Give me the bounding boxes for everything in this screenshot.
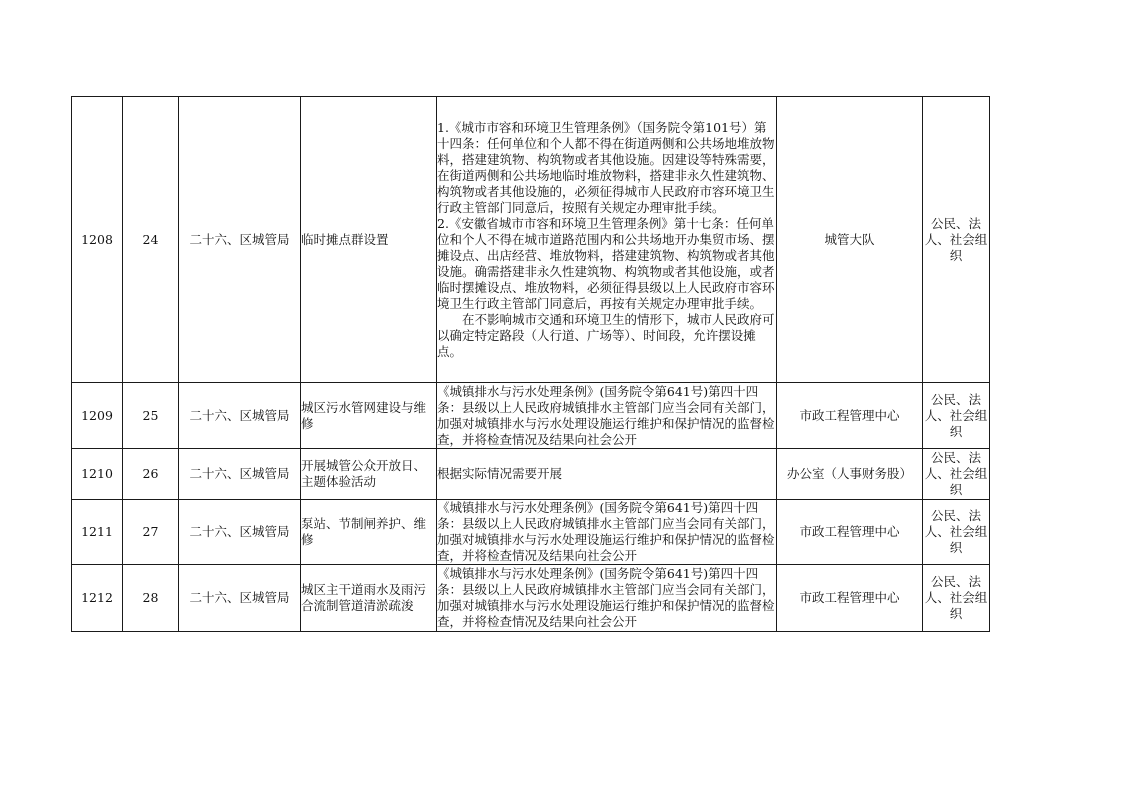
row-item-name-cell: 临时摊点群设置 [301, 97, 437, 383]
legal-basis-paragraph: 根据实际情况需要开展 [437, 466, 563, 481]
row-id-cell: 1210 [72, 449, 123, 500]
row-id-cell: 1212 [72, 565, 123, 632]
row-id-cell: 1208 [72, 97, 123, 383]
row-dept-cell: 二十六、区城管局 [179, 449, 301, 500]
row-target-cell: 公民、法人、社会组织 [923, 449, 990, 500]
row-seq-cell: 26 [123, 449, 179, 500]
table-row [72, 383, 990, 449]
row-seq-cell: 24 [123, 97, 179, 383]
row-dept-cell: 二十六、区城管局 [179, 97, 301, 383]
row-legal-basis-cell [437, 383, 777, 449]
legal-basis-paragraph: 《城镇排水与污水处理条例》(国务院令第641号)第四十四条：县级以上人民政府城镇排水主管部门应当会同有关部门，加强对城镇排水与污水处理设施运行维护和保护情况的监督检查，并将检查情况及结果向社会公开 [437, 566, 775, 629]
row-target-cell: 公民、法人、社会组织 [923, 383, 990, 449]
legal-basis-paragraph: 在不影响城市交通和环境卫生的情形下，城市人民政府可以确定特定路段（人行道、广场等）、时间段，允许摆设摊点。 [437, 311, 775, 359]
legal-basis-paragraph: 《城镇排水与污水处理条例》(国务院令第641号)第四十四条：县级以上人民政府城镇排水主管部门应当会同有关部门，加强对城镇排水与污水处理设施运行维护和保护情况的监督检查，并将检查情况及结果向社会公开 [437, 500, 775, 563]
row-unit-cell: 市政工程管理中心 [777, 565, 923, 632]
row-unit-cell: 城管大队 [777, 97, 923, 383]
legal-basis-paragraph: 《城镇排水与污水处理条例》(国务院令第641号)第四十四条：县级以上人民政府城镇排水主管部门应当会同有关部门，加强对城镇排水与污水处理设施运行维护和保护情况的监督检查，并将检查情况及结果向社会公开 [437, 383, 775, 447]
row-item-name-cell: 城区污水管网建设与维修 [301, 383, 437, 449]
row-item-name-cell: 开展城管公众开放日、主题体验活动 [301, 449, 437, 500]
row-item-name-cell: 城区主干道雨水及雨污合流制管道清淤疏浚 [301, 565, 437, 632]
service-items-table [71, 96, 990, 632]
row-legal-basis-cell [437, 97, 777, 383]
table-row [72, 449, 990, 500]
row-dept-cell: 二十六、区城管局 [179, 500, 301, 565]
row-target-cell: 公民、法人、社会组织 [923, 565, 990, 632]
legal-basis-paragraph: 2.《安徽省城市市容和环境卫生管理条例》第十七条：任何单位和个人不得在城市道路范围内和公共场地开办集贸市场、摆摊设点、出店经营、堆放物料，搭建建筑物、构筑物或者其他设施。确需搭建非永久性建筑物、构筑物或者其他设施，或者临时摆摊设点、堆放物料，必须征得县级以上人民政府市容环境卫生行政主管部门同意后，再按有关规定办理审批手续。 [437, 215, 775, 311]
table-row [72, 97, 990, 383]
row-target-cell: 公民、法人、社会组织 [923, 500, 990, 565]
table-row [72, 565, 990, 632]
row-unit-cell: 办公室（人事财务股） [777, 449, 923, 500]
row-unit-cell: 市政工程管理中心 [777, 383, 923, 449]
row-dept-cell: 二十六、区城管局 [179, 383, 301, 449]
row-unit-cell: 市政工程管理中心 [777, 500, 923, 565]
row-item-name-cell: 泵站、节制闸养护、维修 [301, 500, 437, 565]
row-seq-cell: 27 [123, 500, 179, 565]
legal-basis-paragraph: 1.《城市市容和环境卫生管理条例》（国务院令第101号）第十四条：任何单位和个人都不得在街道两侧和公共场地堆放物料，搭建建筑物、构筑物或者其他设施。因建设等特殊需要，在街道两侧和公共场地临时堆放物料，搭建非永久性建筑物、构筑物或者其他设施的，必须征得城市人民政府市容环境卫生行政主管部门同意后，按照有关规定办理审批手续。 [437, 119, 775, 215]
row-legal-basis-cell [437, 449, 777, 500]
table-row [72, 500, 990, 565]
row-dept-cell: 二十六、区城管局 [179, 565, 301, 632]
table-body [72, 97, 990, 632]
row-target-cell: 公民、法人、社会组织 [923, 97, 990, 383]
row-seq-cell: 25 [123, 383, 179, 449]
row-id-cell: 1209 [72, 383, 123, 449]
row-seq-cell: 28 [123, 565, 179, 632]
row-id-cell: 1211 [72, 500, 123, 565]
row-legal-basis-cell [437, 500, 777, 565]
row-legal-basis-cell [437, 565, 777, 632]
